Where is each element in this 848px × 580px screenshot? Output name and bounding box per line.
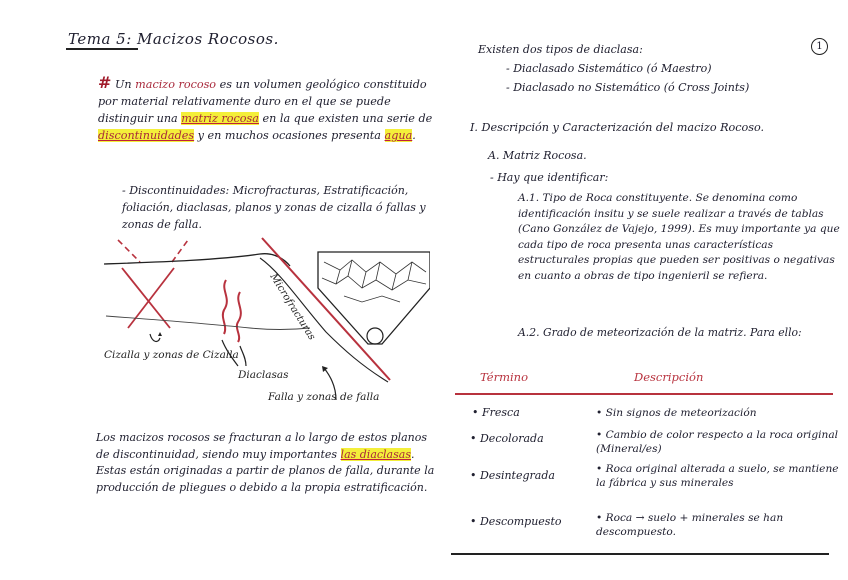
microfracture-net-3 bbox=[336, 260, 412, 290]
intro-paragraph bbox=[98, 74, 438, 144]
arrow-falla-head bbox=[322, 366, 328, 372]
hash-mark: # bbox=[98, 73, 112, 92]
title-underline bbox=[66, 48, 138, 50]
diaclase-intro-line: Existen dos tipos de diaclasa: bbox=[478, 43, 643, 56]
label-falla: Falla y zonas de falla bbox=[268, 391, 380, 403]
table-row-term: • Fresca bbox=[472, 406, 520, 419]
geology-sketch bbox=[100, 232, 430, 428]
geology-diagram bbox=[100, 232, 430, 428]
page-title: Tema 5: Macizos Rocosos. bbox=[68, 30, 279, 48]
discontinuities-list: - Discontinuidades: Microfracturas, Estratificación, foliación, diaclasas, planos y zonas de cizalla ó fallas y zonas de falla. bbox=[122, 184, 426, 231]
table-row-term: • Desintegrada bbox=[470, 469, 555, 482]
table-header-description: Descripción bbox=[634, 370, 704, 384]
table-bottom-rule bbox=[451, 553, 829, 555]
term-las-diaclasas: las diaclasas bbox=[340, 447, 411, 461]
term-macizo-rocoso: macizo rocoso bbox=[135, 78, 217, 91]
diaclase-type-2: - Diaclasado no Sistemático (ó Cross Joints) bbox=[506, 81, 750, 94]
diaclase-types bbox=[478, 40, 818, 97]
fracture-text-2: . Estas están originadas a partir de planos de falla, durante la producción de pliegues o debido a la propia estratificación. bbox=[96, 447, 435, 494]
table-row-desc: • Sin signos de meteorización bbox=[596, 407, 757, 419]
table-header-term: Término bbox=[480, 370, 528, 384]
term-matriz-rocosa: matriz rocosa bbox=[181, 112, 259, 125]
table-row-desc: • Cambio de color respecto a la roca original (Mineral/es) bbox=[596, 429, 839, 455]
term-agua: agua bbox=[384, 129, 413, 142]
intro-text-5: . bbox=[412, 129, 416, 142]
item-a1: A.1. Tipo de Roca constituyente. Se denomina como identificación insitu y se suele realizar a través de tablas (Cano González de Vajejo, 1999). Es muy importante ya que cada tipo de roca presenta unas características estructurales propias que pueden ser positivas o negativas en cuanto a obras de tipo ingenieril se refiera. bbox=[518, 192, 840, 282]
label-microfracturas: Microfracturas bbox=[267, 271, 318, 343]
section-heading: I. Descripción y Caracterización del macizo Rocoso. bbox=[470, 121, 765, 134]
diaclasa-line-2 bbox=[237, 292, 241, 342]
subsection-matriz: A. Matriz Rocosa. bbox=[488, 149, 587, 162]
item-a2: A.2. Grado de meteorización de la matriz. Para ello: bbox=[518, 326, 802, 339]
intro-text-2: es un volumen geológico constituido por material relativamente duro en el que se puede distinguir una bbox=[98, 78, 427, 125]
intro-text-1: Un bbox=[114, 78, 132, 91]
fracture-text-1: Los macizos rocosos se fracturan a lo largo de estos planos de discontinuidad, siendo muy importantes bbox=[96, 431, 428, 461]
dashed-shear-line-left bbox=[118, 240, 140, 262]
table-row-term: • Descompuesto bbox=[470, 515, 562, 528]
label-diaclasas: Diaclasas bbox=[238, 369, 289, 381]
diaclase-type-1: - Diaclasado Sistemático (ó Maestro) bbox=[506, 62, 712, 75]
table-row-term: • Decolorada bbox=[470, 432, 544, 445]
intro-text-4: y en muchos ocasiones presenta bbox=[197, 129, 381, 142]
fault-line-red bbox=[262, 238, 390, 380]
microfracture-net-4 bbox=[344, 296, 400, 302]
identify-line: - Hay que identificar: bbox=[490, 171, 609, 184]
table-row-desc: • Roca original alterada a suelo, se mantiene la fábrica y sus minerales bbox=[596, 463, 839, 489]
label-cizalla: Cizalla y zonas de Cizalla bbox=[104, 349, 239, 361]
intro-text-3: en la que existen una serie de bbox=[262, 112, 433, 125]
page-number: 1 bbox=[811, 38, 828, 55]
sample-circle bbox=[367, 328, 383, 344]
arrow-cizalla-head bbox=[158, 332, 162, 336]
table-row-desc: • Roca → suelo + minerales se han descompuesto. bbox=[596, 512, 784, 538]
fracture-paragraph bbox=[96, 430, 438, 496]
dashed-shear-line-right bbox=[172, 240, 188, 262]
table-header-rule bbox=[455, 393, 833, 395]
term-discontinuidades: discontinuidades bbox=[98, 129, 195, 142]
arrow-diaclasas-2 bbox=[240, 346, 246, 366]
strata-line-1 bbox=[106, 316, 310, 330]
